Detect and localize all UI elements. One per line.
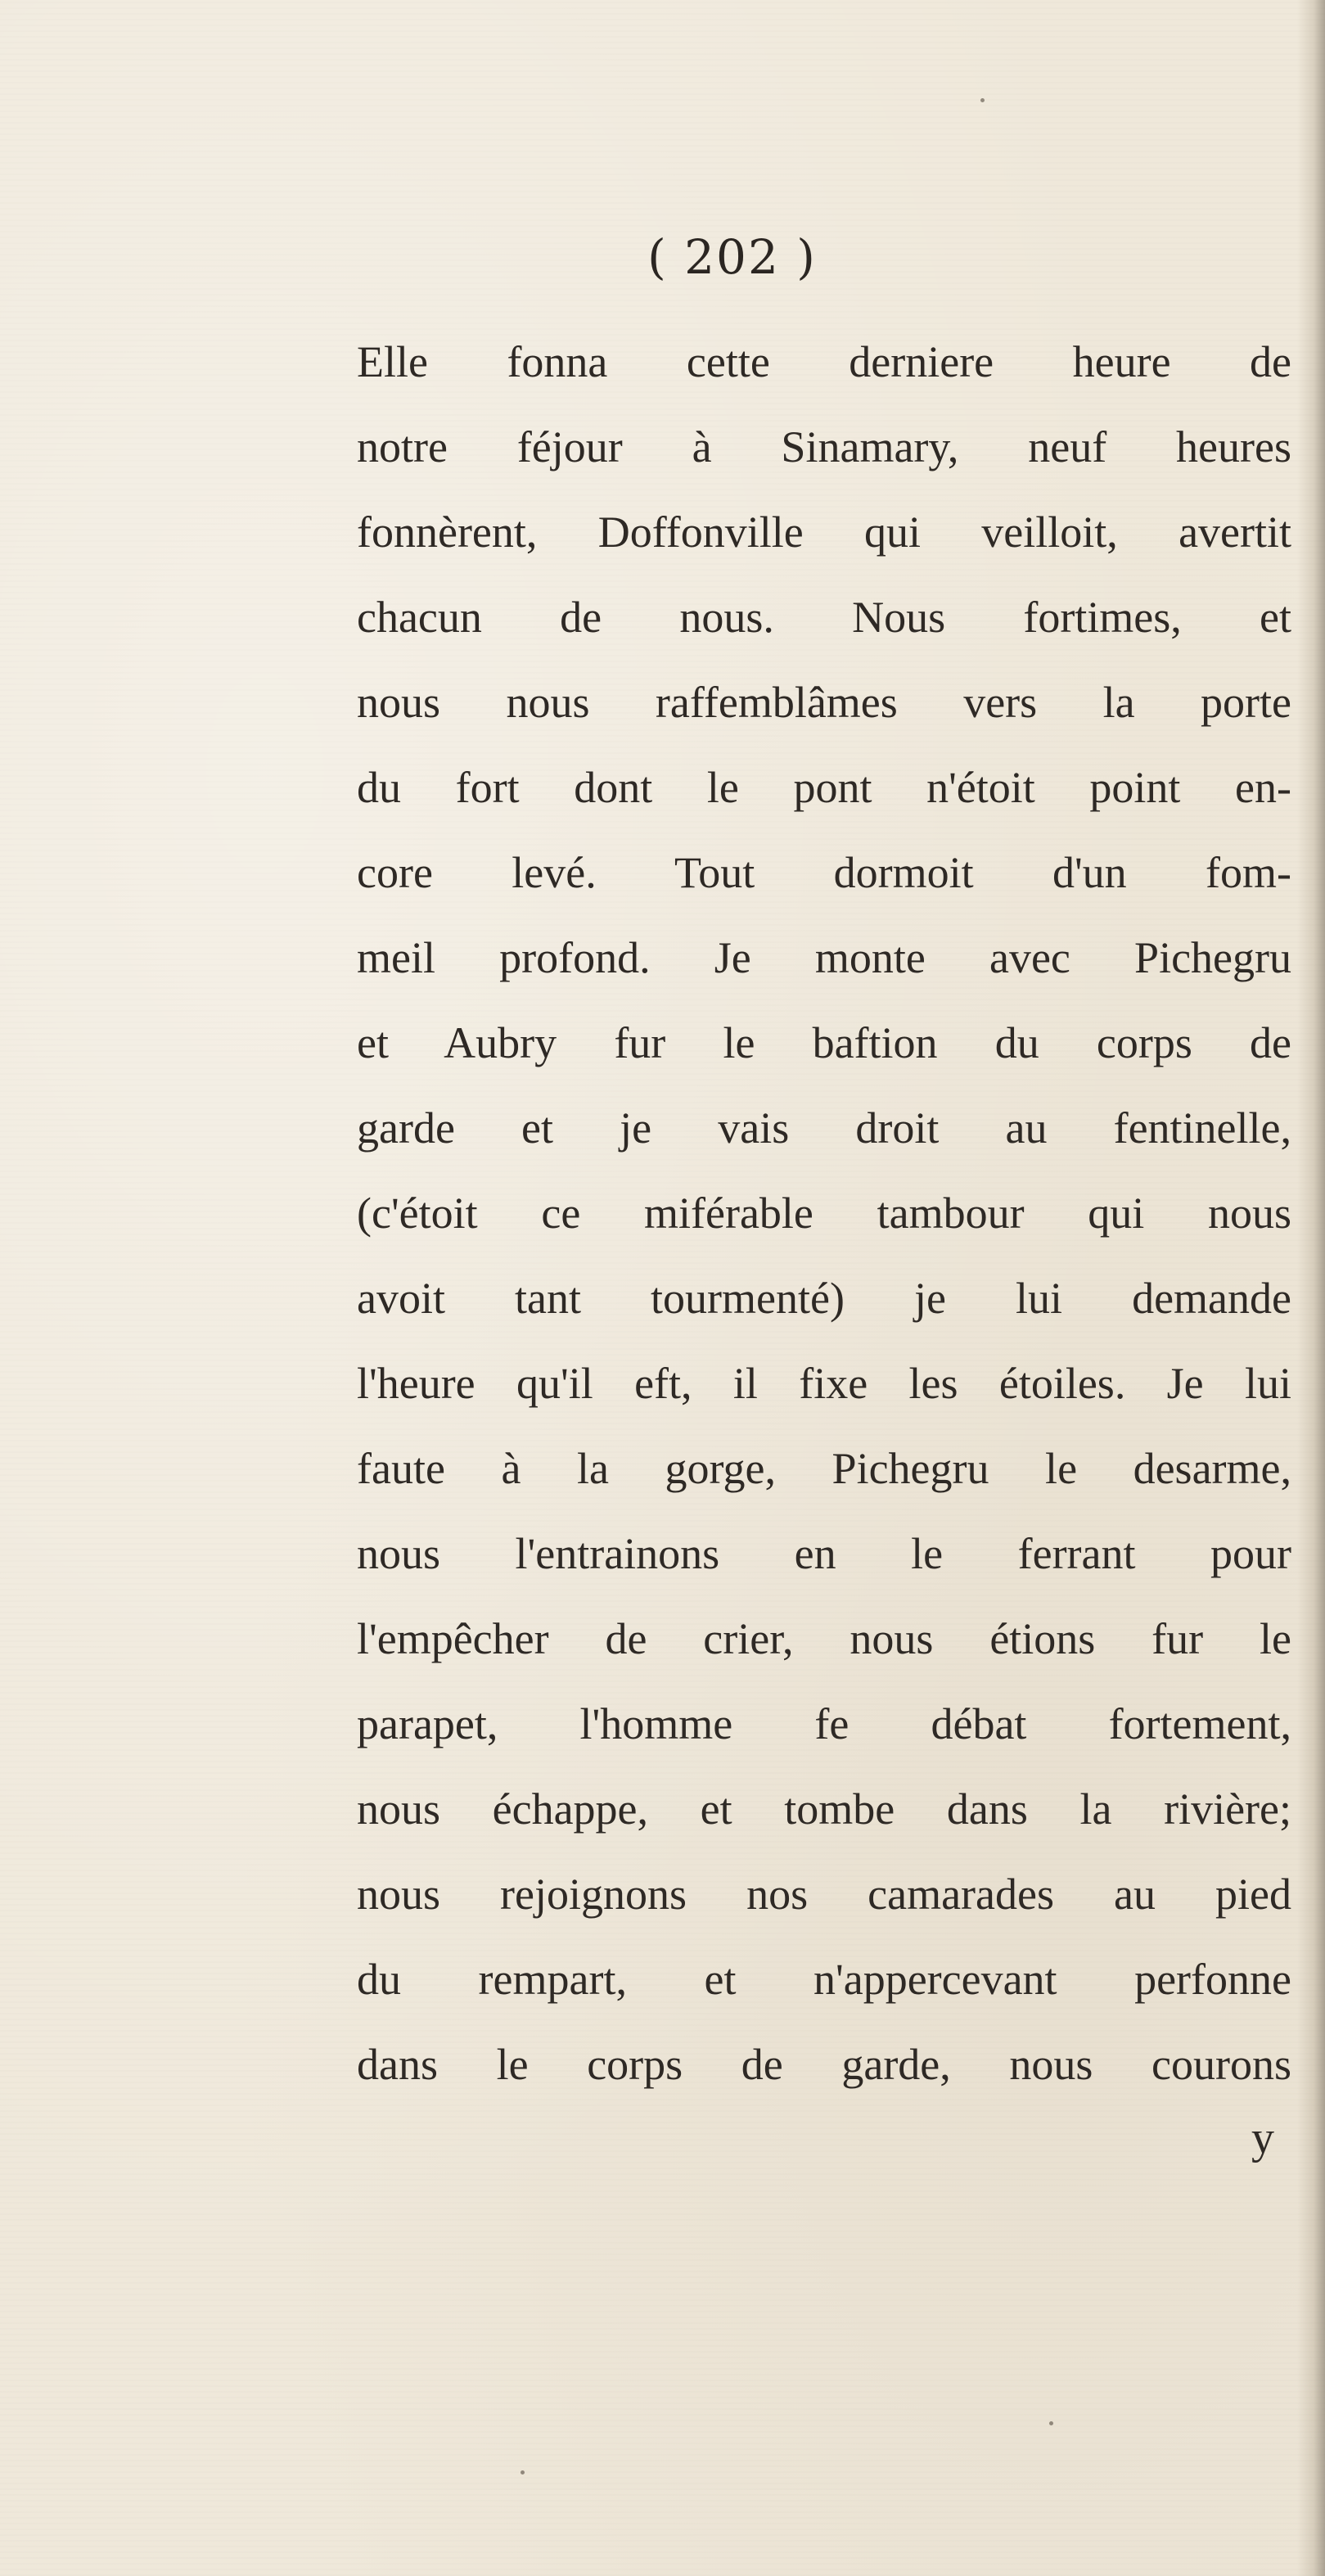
text-line: garde et je vais droit au fentinelle, <box>357 1103 1291 1153</box>
catchword: y <box>1251 2113 1274 2163</box>
text-line: nous rejoignons nos camarades au pied <box>357 1870 1291 1919</box>
body-text <box>357 319 1291 2107</box>
text-line: Elle fonna cette derniere heure de <box>357 337 1291 386</box>
text-line: l'empêcher de crier, nous étions fur le <box>357 1614 1291 1663</box>
text-line: et Aubry fur le baftion du corps de <box>357 1018 1291 1067</box>
page-edge-shadow <box>1297 0 1325 2576</box>
text-line: l'heure qu'il eft, il fixe les étoiles. Je lui <box>357 1359 1291 1408</box>
paper-speck <box>521 2470 525 2474</box>
text-line: notre féjour à Sinamary, neuf heures <box>357 422 1291 471</box>
text-line: faute à la gorge, Pichegru le desarme, <box>357 1444 1291 1493</box>
page-number: ( 202 ) <box>647 229 817 285</box>
text-line: core levé. Tout dormoit d'un fom- <box>357 848 1291 897</box>
text-line: parapet, l'homme fe débat fortement, <box>357 1699 1291 1748</box>
text-line: nous l'entrainons en le ferrant pour <box>357 1529 1291 1578</box>
text-line: fonnèrent, Doffonville qui veilloit, avertit <box>357 508 1291 557</box>
text-line: avoit tant tourmenté) je lui demande <box>357 1274 1291 1323</box>
paper-speck <box>1049 2421 1053 2425</box>
text-line: du fort dont le pont n'étoit point en- <box>357 763 1291 812</box>
text-line: nous échappe, et tombe dans la rivière; <box>357 1784 1291 1834</box>
text-line: dans le corps de garde, nous courons <box>357 2040 1291 2089</box>
text-line: chacun de nous. Nous fortimes, et <box>357 593 1291 642</box>
text-line: (c'étoit ce miférable tambour qui nous <box>357 1189 1291 1238</box>
text-line: du rempart, et n'appercevant perfonne <box>357 1955 1291 2004</box>
paper-speck <box>980 98 985 102</box>
text-line: meil profond. Je monte avec Pichegru <box>357 933 1291 982</box>
text-line: nous nous raffemblâmes vers la porte <box>357 678 1291 727</box>
